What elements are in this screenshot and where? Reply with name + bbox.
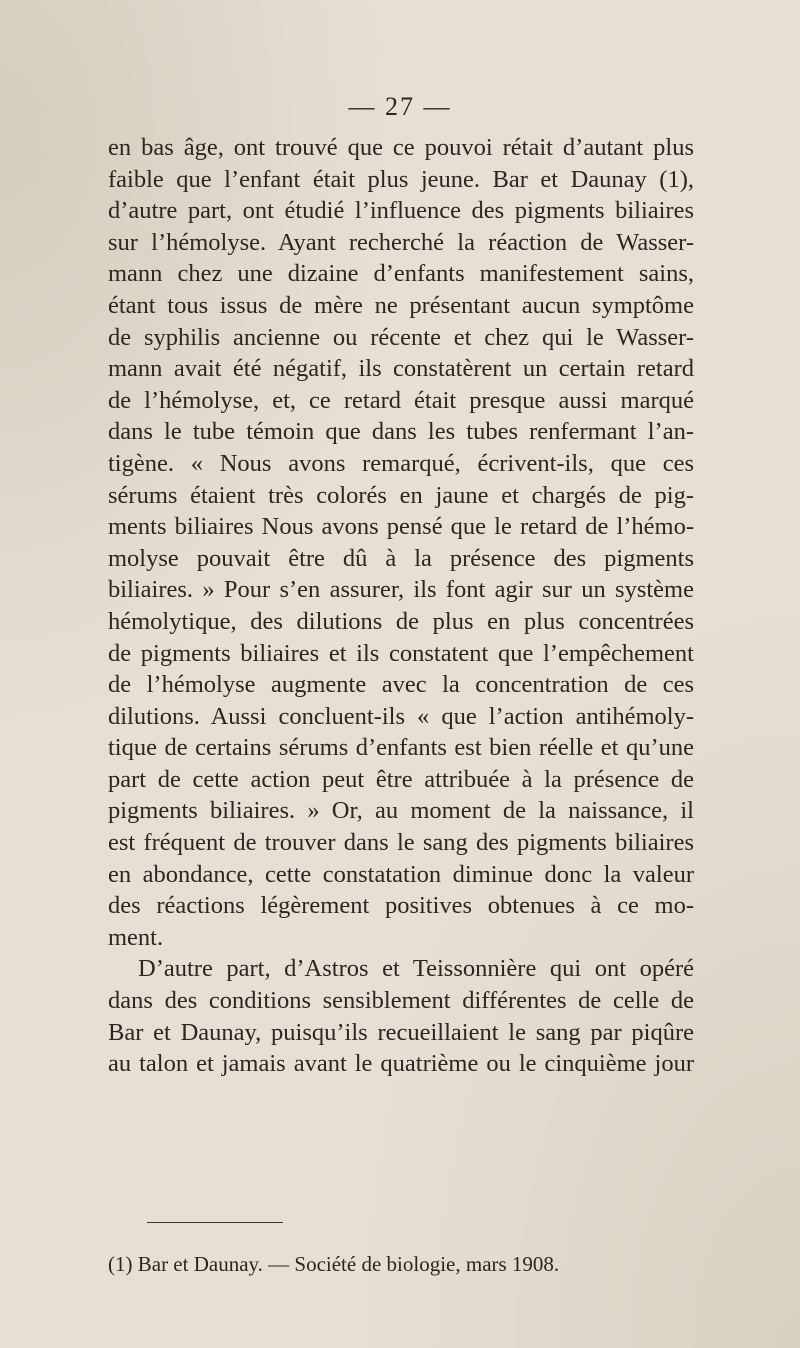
text-line: en bas âge, ont trouvé que ce pouvoi rétait d’autant plus (108, 134, 694, 161)
page-number: — 27 — (348, 92, 452, 121)
text-line: de pigments biliaires et ils constatent que l’empêchement (108, 639, 694, 667)
footnote-divider (147, 1222, 283, 1223)
text-line: hémolytique, des dilutions de plus en plus concentrées (108, 607, 694, 635)
text-line: mann chez une dizaine d’enfants manifestement sains, (108, 260, 694, 288)
text-line: molyse pouvait être dû à la présence des pigments (108, 544, 694, 572)
text-line: tigène. « Nous avons remarqué, écrivent-ils, que ces (108, 449, 694, 477)
text-line: Bar et Daunay, puisqu’ils recueillaient le sang par piqûre (108, 1018, 694, 1046)
text-line: mann avait été négatif, ils constatèrent un certain retard (108, 355, 694, 383)
text-line: faible que l’enfant était plus jeune. Bar et Daunay (1), (108, 165, 694, 193)
text-line: de syphilis ancienne ou récente et chez qui le Wasser- (108, 323, 694, 351)
text-line: au talon et jamais avant le quatrième ou le cinquième jour (108, 1050, 694, 1078)
text-line: des réactions légèrement positives obtenues à ce mo- (108, 892, 694, 920)
text-line: est fréquent de trouver dans le sang des pigments biliaires (108, 829, 694, 857)
text-line: tique de certains sérums d’enfants est bien réelle et qu’une (108, 734, 694, 762)
text-line: sur l’hémolyse. Ayant recherché la réaction de Wasser- (108, 228, 694, 256)
text-line: d’autre part, ont étudié l’influence des pigments biliaires (108, 197, 694, 225)
text-line: part de cette action peut être attribuée à la présence de (108, 765, 694, 793)
text-line: étant tous issus de mère ne présentant aucun symptôme (108, 291, 694, 319)
text-line: sérums étaient très colorés en jaune et chargés de pig- (108, 481, 694, 509)
text-line: dans des conditions sensiblement différentes de celle de (108, 987, 694, 1015)
text-line: dilutions. Aussi concluent-ils « que l’action antihémoly- (108, 702, 694, 730)
body-text (108, 132, 694, 1080)
text-line: pigments biliaires. » Or, au moment de la naissance, il (108, 797, 694, 825)
text-line: en abondance, cette constatation diminue donc la valeur (108, 860, 694, 888)
text-line: de l’hémolyse augmente avec la concentration de ces (108, 671, 694, 699)
text-line: ments biliaires Nous avons pensé que le retard de l’hémo- (108, 513, 694, 541)
text-line: D’autre part, d’Astros et Teissonnière qui ont opéré (138, 955, 694, 983)
footnote: (1) Bar et Daunay. — Société de biologie, mars 1908. (108, 1252, 560, 1276)
text-line: dans le tube témoin que dans les tubes renfermant l’an- (108, 418, 694, 446)
text-line: ment. (108, 923, 164, 951)
text-line: biliaires. » Pour s’en assurer, ils font agir sur un système (108, 576, 694, 604)
text-line: de l’hémolyse, et, ce retard était presque aussi marqué (108, 386, 694, 414)
